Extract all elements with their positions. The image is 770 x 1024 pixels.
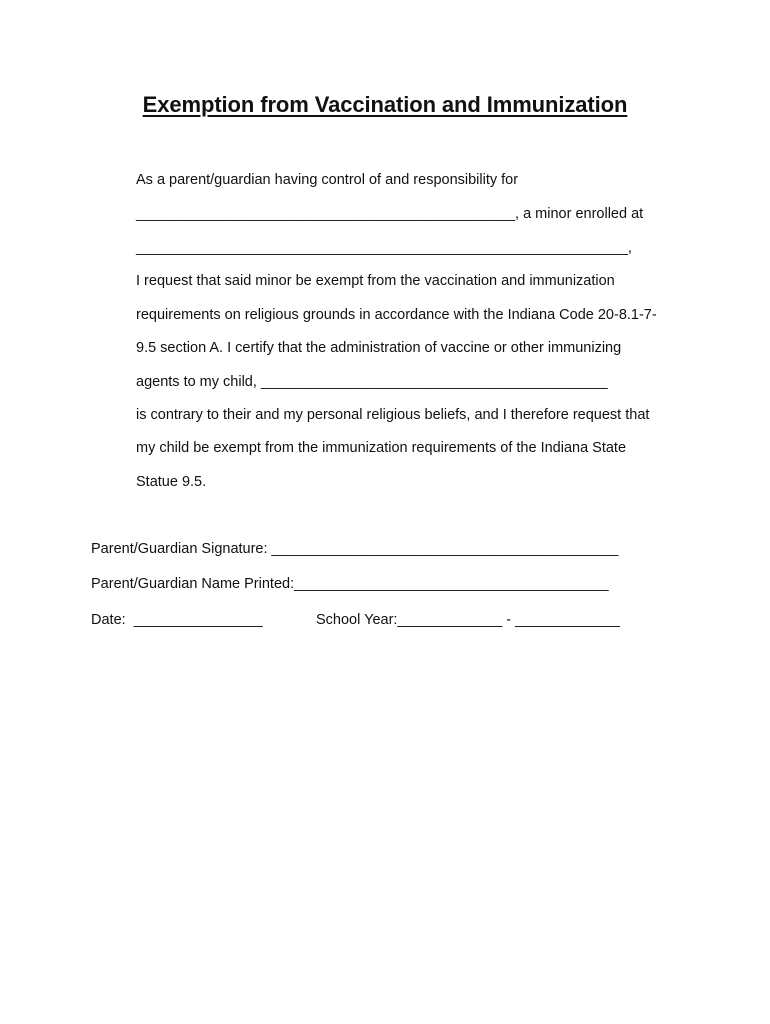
- body-line-statue: Statue 9.5.: [136, 474, 207, 490]
- school-year-line: School Year:_____________ - _____________: [316, 612, 620, 628]
- body-line-agents-blank: agents to my child, ___________________________________________: [136, 374, 608, 390]
- body-line-school-blank: _____________________________________________________________,: [136, 240, 632, 256]
- signature-line: Parent/Guardian Signature: ___________________________________________: [91, 541, 619, 557]
- body-line-minor-blank: _______________________________________________, a minor enrolled at: [136, 206, 644, 222]
- body-line-requirements: requirements on religious grounds in accordance with the Indiana Code 20-8.1-7-: [136, 307, 657, 323]
- body-line-beliefs: is contrary to their and my personal religious beliefs, and I therefore request that: [136, 407, 650, 423]
- body-line-exempt: my child be exempt from the immunization requirements of the Indiana State: [136, 440, 627, 456]
- date-line: Date: ________________: [91, 612, 263, 628]
- body-line-certify: 9.5 section A. I certify that the administration of vaccine or other immunizing: [136, 340, 622, 356]
- body-line-request: I request that said minor be exempt from the vaccination and immunization: [136, 273, 615, 289]
- body-line-intro: As a parent/guardian having control of and responsibility for: [136, 172, 519, 188]
- name-printed-line: Parent/Guardian Name Printed:_______________________________________: [91, 576, 609, 592]
- document-title: Exemption from Vaccination and Immunization: [142, 92, 628, 117]
